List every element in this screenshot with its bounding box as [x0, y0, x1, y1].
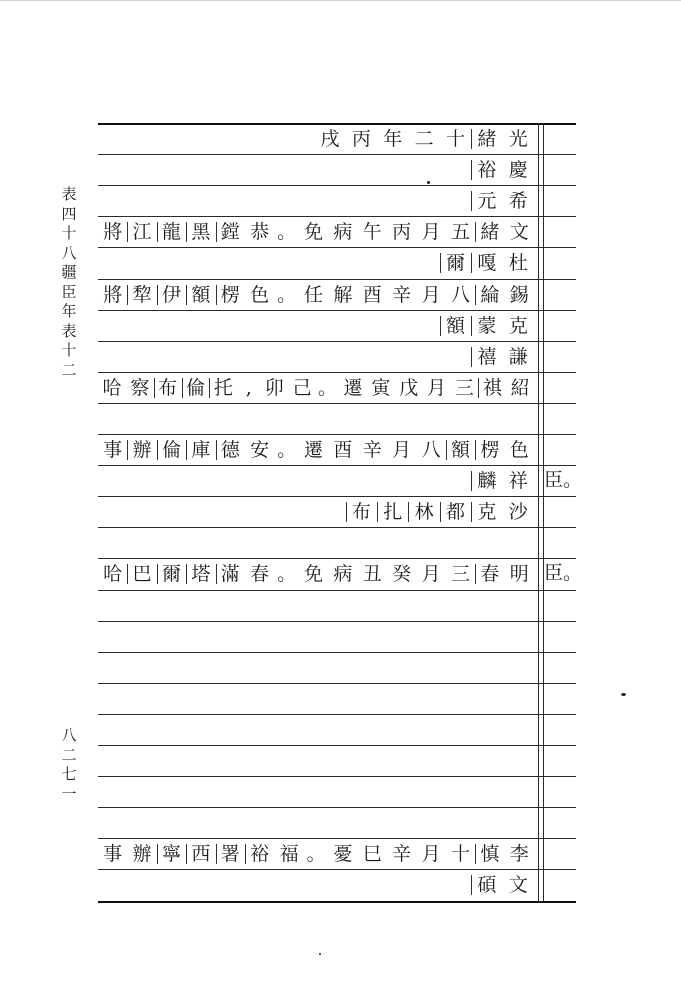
row-char: 八 [421, 438, 441, 461]
row-char: 酉 [333, 438, 353, 461]
table-row [98, 869, 538, 900]
row-char: 克 [471, 500, 502, 524]
row-char: 巳 [362, 842, 382, 865]
row-char: 塔 [186, 562, 215, 586]
row-char: 楞 [475, 438, 504, 462]
row-char: 額 [186, 283, 215, 307]
page-top-edge [0, 0, 681, 1]
row-char: 病 [333, 562, 353, 585]
row-char: 事 [103, 842, 123, 865]
row-char: 庫 [186, 438, 215, 462]
row-char: 蒙 [471, 314, 502, 338]
table-row [98, 465, 538, 496]
row-char: 哈 [103, 562, 123, 585]
row-char: 憂 [333, 842, 353, 865]
row-char: 八 [450, 283, 470, 306]
row-char: 希 [508, 189, 528, 212]
row-char: 李 [509, 842, 529, 865]
table-row [98, 652, 538, 683]
row-char: 林 [408, 500, 439, 524]
row-char: 文 [508, 873, 528, 896]
row-char: 都 [440, 500, 471, 524]
row-char: 祥 [508, 469, 528, 492]
row-char: 祺 [478, 376, 506, 400]
row-char: 鏜 [216, 220, 245, 244]
row-char: 黑 [186, 220, 215, 244]
row-char: 月 [421, 283, 441, 306]
row-char: 光 [508, 127, 528, 150]
table-row [98, 683, 538, 714]
row-char: 扎 [377, 500, 408, 524]
table-row [98, 838, 538, 869]
row-char: 伊 [157, 283, 186, 307]
row-char: 署 [216, 842, 245, 866]
row-char: 午 [362, 220, 382, 243]
table-divider [538, 123, 539, 903]
table-rule [98, 901, 576, 903]
row-char: 裕 [471, 158, 502, 182]
row-char: 月 [421, 842, 441, 865]
row-char: 沙 [508, 500, 528, 523]
row-char: 遷 [343, 376, 363, 399]
table-row [98, 558, 538, 589]
row-char: 十 [450, 842, 470, 865]
row-char: 年 [383, 127, 403, 150]
row-char: 戌 [320, 127, 340, 150]
row-char: 。 [306, 842, 326, 865]
row-char: 碩 [471, 873, 502, 897]
table-row [98, 621, 538, 652]
row-char: 春 [250, 562, 270, 585]
row-char: 將 [103, 283, 123, 306]
page-number: 八二七一 [61, 726, 77, 803]
row-char: 辦 [132, 842, 152, 865]
row-char: 事 [103, 438, 123, 461]
row-char: 病 [333, 220, 353, 243]
row-char: 戊 [399, 376, 419, 399]
row-char: 卯 [264, 376, 284, 399]
officer-suffix: 臣。 [544, 562, 583, 584]
row-char: 辛 [362, 438, 382, 461]
row-char: 謙 [508, 345, 528, 368]
row-char: 龍 [157, 220, 186, 244]
stray-dot-mark [427, 181, 430, 184]
row-char: 爾 [157, 562, 186, 586]
row-char: 色 [509, 438, 529, 461]
table-row [98, 154, 538, 185]
table-row [98, 776, 538, 807]
row-char: 紹 [510, 376, 530, 399]
table-row [98, 123, 538, 154]
row-char: 。 [277, 283, 297, 306]
table-row [98, 216, 538, 247]
row-char: 。 [277, 438, 297, 461]
row-char: 免 [303, 220, 323, 243]
row-char: 西 [186, 842, 215, 866]
row-char: 癸 [392, 562, 412, 585]
row-char: 慎 [475, 842, 504, 866]
row-char: 緒 [475, 220, 504, 244]
row-char: 元 [471, 189, 502, 213]
row-char: 巴 [127, 562, 156, 586]
table-row [98, 279, 538, 310]
row-char: 三 [450, 562, 470, 585]
row-char: 裕 [245, 842, 274, 866]
row-char: 寧 [157, 842, 186, 866]
row-char: 明 [509, 562, 529, 585]
row-char: 月 [392, 438, 412, 461]
row-char: 解 [333, 283, 353, 306]
row-char: 額 [440, 314, 471, 338]
row-char: 。 [277, 562, 297, 585]
row-char: 滿 [216, 562, 245, 586]
row-char: 倫 [182, 376, 210, 400]
row-char: 布 [154, 376, 182, 400]
row-char: 丑 [362, 562, 382, 585]
row-char: 春 [475, 562, 504, 586]
row-char: 月 [421, 562, 441, 585]
row-char: 布 [346, 500, 377, 524]
row-char: 二 [414, 127, 434, 150]
row-char: 十 [446, 127, 466, 150]
row-char: 慶 [508, 158, 528, 181]
row-char: 丙 [351, 127, 371, 150]
row-char: 。 [277, 220, 297, 243]
row-char: 己 [292, 376, 312, 399]
table-divider [543, 123, 544, 901]
row-char: 錫 [509, 283, 529, 306]
row-char: 酉 [362, 283, 382, 306]
row-char: 額 [446, 438, 475, 462]
row-char: 遷 [303, 438, 323, 461]
table-row [98, 310, 538, 341]
row-char: 五 [450, 220, 470, 243]
table-row [98, 496, 538, 527]
row-char: 色 [250, 283, 270, 306]
officer-suffix: 臣。 [544, 469, 583, 491]
row-char: 綸 [475, 283, 504, 307]
section-title: 表四十八 疆臣年表十二 [61, 185, 92, 379]
table-row [98, 247, 538, 278]
table-row [98, 807, 538, 838]
row-char: 免 [303, 562, 323, 585]
row-char: 托 [209, 376, 237, 400]
row-char: , [245, 376, 252, 399]
row-char: 爾 [440, 251, 471, 275]
row-char: 將 [103, 220, 123, 243]
table-row [98, 341, 538, 372]
row-char: 丙 [392, 220, 412, 243]
row-char: 麟 [471, 469, 502, 493]
row-char: 任 [303, 283, 323, 306]
row-char: 倫 [157, 438, 186, 462]
table-row [98, 372, 538, 403]
table-row [98, 527, 538, 558]
table-row [98, 714, 538, 745]
row-char: 寅 [371, 376, 391, 399]
table-row [98, 590, 538, 621]
row-char: 杜 [508, 251, 528, 274]
row-char: 哈 [102, 376, 122, 399]
table-row [98, 745, 538, 776]
row-char: 三 [454, 376, 474, 399]
row-char: 察 [130, 376, 150, 399]
row-char: 安 [250, 438, 270, 461]
row-char: 月 [421, 220, 441, 243]
row-char: 辦 [127, 438, 156, 462]
stray-dot-mark [319, 953, 321, 955]
row-char: 緒 [471, 127, 502, 151]
row-char: 辛 [392, 842, 412, 865]
row-char: 禧 [471, 345, 502, 369]
stray-dot-mark [621, 693, 626, 696]
row-char: 德 [216, 438, 245, 462]
row-char: 江 [127, 220, 156, 244]
row-char: 嘎 [471, 251, 502, 275]
table-row [98, 403, 538, 434]
row-char: 辛 [392, 283, 412, 306]
row-char: 克 [508, 314, 528, 337]
row-char: 恭 [250, 220, 270, 243]
row-char: 犂 [127, 283, 156, 307]
row-char: 文 [509, 220, 529, 243]
row-char: 。 [318, 376, 338, 399]
row-char: 楞 [216, 283, 245, 307]
row-char: 福 [279, 842, 299, 865]
table-row [98, 434, 538, 465]
table-row [98, 185, 538, 216]
row-char: 月 [427, 376, 447, 399]
